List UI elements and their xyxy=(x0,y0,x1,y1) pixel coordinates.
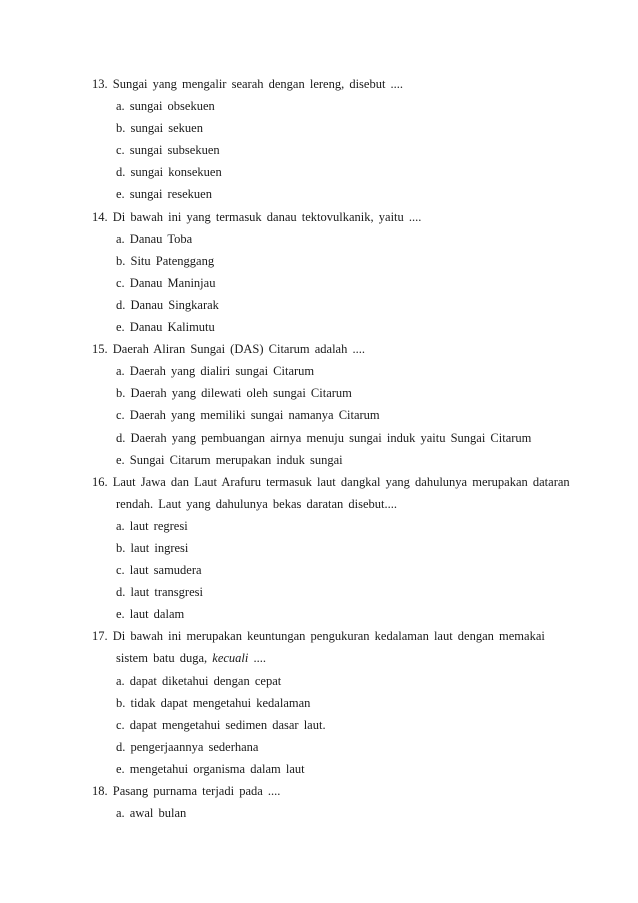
q14-option-c: c. Danau Maninjau xyxy=(116,275,216,290)
q13-option-a: a. sungai obsekuen xyxy=(116,99,215,114)
question-17-continuation-pre: sistem batu duga, xyxy=(116,651,213,666)
q17-option-e: e. mengetahui organisma dalam laut xyxy=(116,761,305,776)
q14-option-d: d. Danau Singkarak xyxy=(116,297,219,312)
q17-option-d: d. pengerjaannya sederhana xyxy=(116,739,259,754)
q16-option-d: d. laut transgresi xyxy=(116,585,203,600)
question-14: 14. Di bawah ini yang termasuk danau tektovulkanik, yaitu .... xyxy=(92,209,422,224)
question-17-continuation-post: .... xyxy=(248,651,266,666)
question-13: 13. Sungai yang mengalir searah dengan lereng, disebut .... xyxy=(92,77,404,91)
question-16: 16. Laut Jawa dan Laut Arafuru termasuk laut dangkal yang dahulunya merupakan dataran xyxy=(92,474,570,489)
q18-option-a: a. awal bulan xyxy=(116,806,187,821)
question-16-continuation: rendah. Laut yang dahulunya bekas daratan disebut.... xyxy=(116,496,398,511)
q15-option-d: d. Daerah yang pembuangan airnya menuju sungai induk yaitu Sungai Citarum xyxy=(116,430,532,445)
q13-option-c: c. sungai subsekuen xyxy=(116,143,220,158)
q13-option-b: b. sungai sekuen xyxy=(116,121,203,136)
question-17-emphasis: kecuali xyxy=(212,651,249,666)
q15-option-b: b. Daerah yang dilewati oleh sungai Citarum xyxy=(116,386,352,401)
q16-option-a: a. laut regresi xyxy=(116,518,188,533)
q13-option-d: d. sungai konsekuen xyxy=(116,165,222,180)
q17-option-b: b. tidak dapat mengetahui kedalaman xyxy=(116,695,311,710)
q15-option-e: e. Sungai Citarum merupakan induk sungai xyxy=(116,452,343,467)
q16-option-c: c. laut samudera xyxy=(116,563,202,578)
question-17: 17. Di bawah ini merupakan keuntungan pengukuran kedalaman laut dengan memakai xyxy=(92,629,545,644)
document-page xyxy=(0,73,638,824)
q17-option-c: c. dapat mengetahui sedimen dasar laut. xyxy=(116,717,326,732)
q14-option-b: b. Situ Patenggang xyxy=(116,253,215,268)
question-18: 18. Pasang purnama terjadi pada .... xyxy=(92,784,281,798)
question-17-continuation xyxy=(0,647,638,669)
q17-option-a: a. dapat diketahui dengan cepat xyxy=(116,673,282,688)
q14-option-a: a. Danau Toba xyxy=(116,231,193,246)
q14-option-e: e. Danau Kalimutu xyxy=(116,320,215,335)
q15-option-a: a. Daerah yang dialiri sungai Citarum xyxy=(116,364,315,379)
q16-option-e: e. laut dalam xyxy=(116,607,185,622)
q13-option-e: e. sungai resekuen xyxy=(116,187,212,202)
question-15: 15. Daerah Aliran Sungai (DAS) Citarum adalah .... xyxy=(92,342,365,357)
q16-option-b: b. laut ingresi xyxy=(116,540,189,555)
q15-option-c: c. Daerah yang memiliki sungai namanya Citarum xyxy=(116,408,380,423)
